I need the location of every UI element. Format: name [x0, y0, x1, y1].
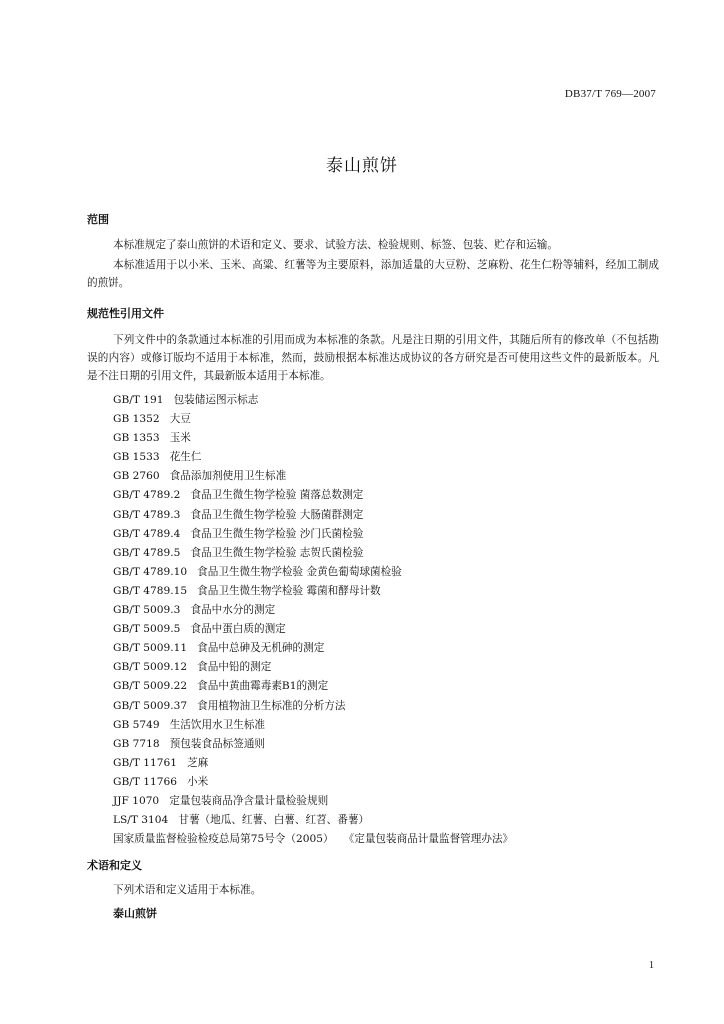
reference-item: [113, 429, 513, 448]
section-heading-normative-refs: 规范性引用文件: [87, 307, 164, 320]
standard-code: DB37/T 769—2007: [564, 88, 656, 100]
reference-item: [113, 773, 513, 792]
reference-code: GB 1352: [113, 413, 160, 426]
reference-code: GB 2760: [113, 470, 160, 483]
reference-title: 食品卫生微生物学检验 沙门氏菌检验: [190, 527, 364, 540]
reference-item: [113, 506, 513, 525]
reference-list: [113, 391, 513, 849]
reference-code: LS/T 3104: [113, 814, 169, 827]
section-heading-terms: 术语和定义: [87, 859, 142, 872]
reference-title: 食品中水分的测定: [190, 604, 276, 617]
reference-item: [113, 658, 513, 677]
term-name: 泰山煎饼: [113, 907, 157, 920]
reference-item: [113, 582, 513, 601]
reference-item: [113, 677, 513, 696]
reference-item: [113, 410, 513, 429]
reference-code: GB/T 11766: [113, 775, 177, 788]
reference-item: [113, 563, 513, 582]
reference-title: 预包装食品标签通则: [169, 737, 266, 750]
reference-title: 定量包装商品净含量计量检验规则: [169, 794, 329, 807]
scope-paragraph-1: 本标准规定了泰山煎饼的术语和定义、要求、试验方法、检验规则、标签、包装、贮存和运输。: [113, 239, 558, 251]
section-heading-scope: 范围: [87, 213, 109, 226]
reference-item: [113, 811, 513, 830]
reference-title: 包装储运图示标志: [173, 394, 259, 406]
reference-code: JJF 1070: [113, 794, 160, 807]
reference-title: 甘薯（地瓜、红薯、白薯、红苕、番薯）: [178, 814, 370, 827]
reference-code: GB/T 5009.11: [113, 642, 188, 655]
reference-code: GB/T 4789.15: [113, 584, 188, 597]
reference-code: GB/T 4789.4: [113, 527, 181, 540]
reference-item: [113, 735, 513, 754]
reference-code: GB 1353: [113, 432, 160, 445]
page-number: 1: [649, 960, 654, 971]
reference-item: [113, 830, 513, 849]
reference-title: 芝麻: [187, 756, 209, 769]
reference-code: GB/T 11761: [113, 756, 177, 769]
reference-title: 大豆: [169, 413, 191, 426]
reference-title: 花生仁: [169, 451, 202, 464]
reference-item: [113, 697, 513, 716]
reference-item: [113, 639, 513, 658]
reference-code: GB/T 5009.3: [113, 604, 181, 617]
reference-code: GB/T 4789.2: [113, 489, 181, 502]
reference-code: GB 7718: [113, 737, 160, 750]
reference-code: GB/T 191: [113, 394, 164, 406]
reference-title: 食品卫生微生物学检验 志贺氏菌检验: [190, 546, 364, 559]
reference-item: [113, 486, 513, 505]
reference-item: [113, 792, 513, 811]
reference-code: GB 5749: [113, 718, 160, 731]
reference-code: GB/T 5009.37: [113, 699, 188, 712]
reference-item: [113, 601, 513, 620]
reference-title: 玉米: [169, 432, 191, 445]
reference-item: [113, 754, 513, 773]
reference-title: 食品中黄曲霉毒素B1的测定: [197, 680, 329, 693]
reference-code: GB 1533: [113, 451, 160, 464]
reference-item: [113, 620, 513, 639]
scope-paragraph-2: 本标准适用于以小米、玉米、高粱、红薯等为主要原料，添加适量的大豆粉、芝麻粉、花生仁粉等辅料，经加工制成的煎饼。: [87, 259, 659, 289]
reference-code: GB/T 5009.22: [113, 680, 188, 693]
reference-title: 食品添加剂使用卫生标准: [169, 470, 287, 483]
reference-title: 小米: [187, 775, 209, 788]
reference-code: GB/T 4789.5: [113, 546, 181, 559]
reference-title: 食品中铅的测定: [197, 661, 272, 674]
reference-item: [113, 525, 513, 544]
terms-intro: 下列术语和定义适用于本标准。: [113, 884, 262, 896]
reference-item: [113, 391, 513, 410]
reference-title: 食品卫生微生物学检验 霉菌和酵母计数: [197, 584, 381, 597]
reference-item: [113, 716, 513, 735]
reference-item: [113, 467, 513, 486]
reference-title: 食品中蛋白质的测定: [190, 623, 286, 636]
reference-title: 《定量包装商品计量监督管理办法》: [343, 833, 514, 846]
reference-code: 国家质量监督检验检疫总局第75号令（2005）: [113, 833, 334, 846]
reference-item: [113, 544, 513, 563]
reference-code: GB/T 5009.5: [113, 623, 181, 636]
document-title: 泰山煎饼: [326, 156, 398, 176]
reference-title: 食用植物油卫生标准的分析方法: [197, 699, 346, 712]
reference-item: [113, 448, 513, 467]
reference-title: 生活饮用水卫生标准: [169, 718, 266, 731]
reference-code: GB/T 4789.10: [113, 565, 188, 578]
reference-title: 食品卫生微生物学检验 金黄色葡萄球菌检验: [197, 565, 402, 578]
reference-title: 食品卫生微生物学检验 菌落总数测定: [190, 489, 364, 502]
reference-code: GB/T 4789.3: [113, 508, 181, 521]
normative-refs-intro: 下列文件中的条款通过本标准的引用而成为本标准的条款。凡是注日期的引用文件，其随后所有的修改单（不包括勘误的内容）或修订版均不适用于本标准，然而，鼓励根据本标准达成协议的各方研究是否可使用这些文件的最新版本。凡是不注日期的引用文件，其最新版本适用于本标准。: [87, 334, 659, 382]
reference-title: 食品卫生微生物学检验 大肠菌群测定: [190, 508, 364, 521]
reference-title: 食品中总砷及无机砷的测定: [197, 642, 325, 655]
reference-code: GB/T 5009.12: [113, 661, 188, 674]
